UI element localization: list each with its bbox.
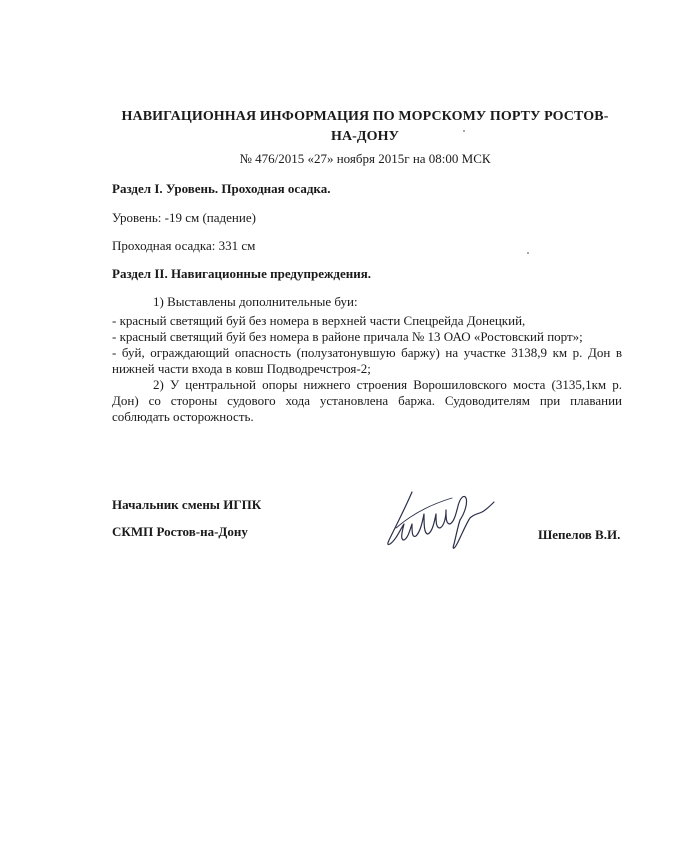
buoy-line-3: - буй, ограждающий опасность (полузатонувшую баржу) на участке 3138,9 км р. Дон в нижней части входа в ковш Подводречстроя-2; xyxy=(112,345,622,376)
handwritten-signature-icon xyxy=(382,484,502,554)
signatory-name: Шепелов В.И. xyxy=(538,527,621,542)
water-level-line: Уровень: -19 см (падение) xyxy=(112,210,256,225)
section-2-heading: Раздел II. Навигационные предупреждения. xyxy=(112,266,372,281)
warning-item-1-intro: 1) Выставлены дополнительные буи: xyxy=(153,294,358,309)
scan-speck xyxy=(463,130,465,132)
scan-speck xyxy=(527,252,529,254)
warning-item-2: 2) У центральной опоры нижнего строения Ворошиловского моста (3135,1км р. Дон) со стороны судового хода установлена баржа. Судоводителям при плавании соблюдать осторожность. xyxy=(112,377,622,424)
document-number-date: № 476/2015 «27» ноября 2015г на 08:00 МСК xyxy=(239,151,491,166)
signatory-position-line-1: Начальник смены ИГПК xyxy=(112,497,262,512)
document-title: НАВИГАЦИОННАЯ ИНФОРМАЦИЯ ПО МОРСКОМУ ПОРТУ РОСТОВ-НА-ДОНУ xyxy=(121,109,609,144)
signatory-position-line-2: СКМП Ростов-на-Дону xyxy=(112,524,248,539)
passage-draft-line: Проходная осадка: 331 см xyxy=(112,238,256,253)
buoy-line-2: - красный светящий буй без номера в районе причала № 13 ОАО «Ростовский порт»; xyxy=(112,329,583,344)
buoy-line-1: - красный светящий буй без номера в верхней части Спецрейда Донецкий, xyxy=(112,313,526,328)
section-1-heading: Раздел I. Уровень. Проходная осадка. xyxy=(112,181,331,196)
